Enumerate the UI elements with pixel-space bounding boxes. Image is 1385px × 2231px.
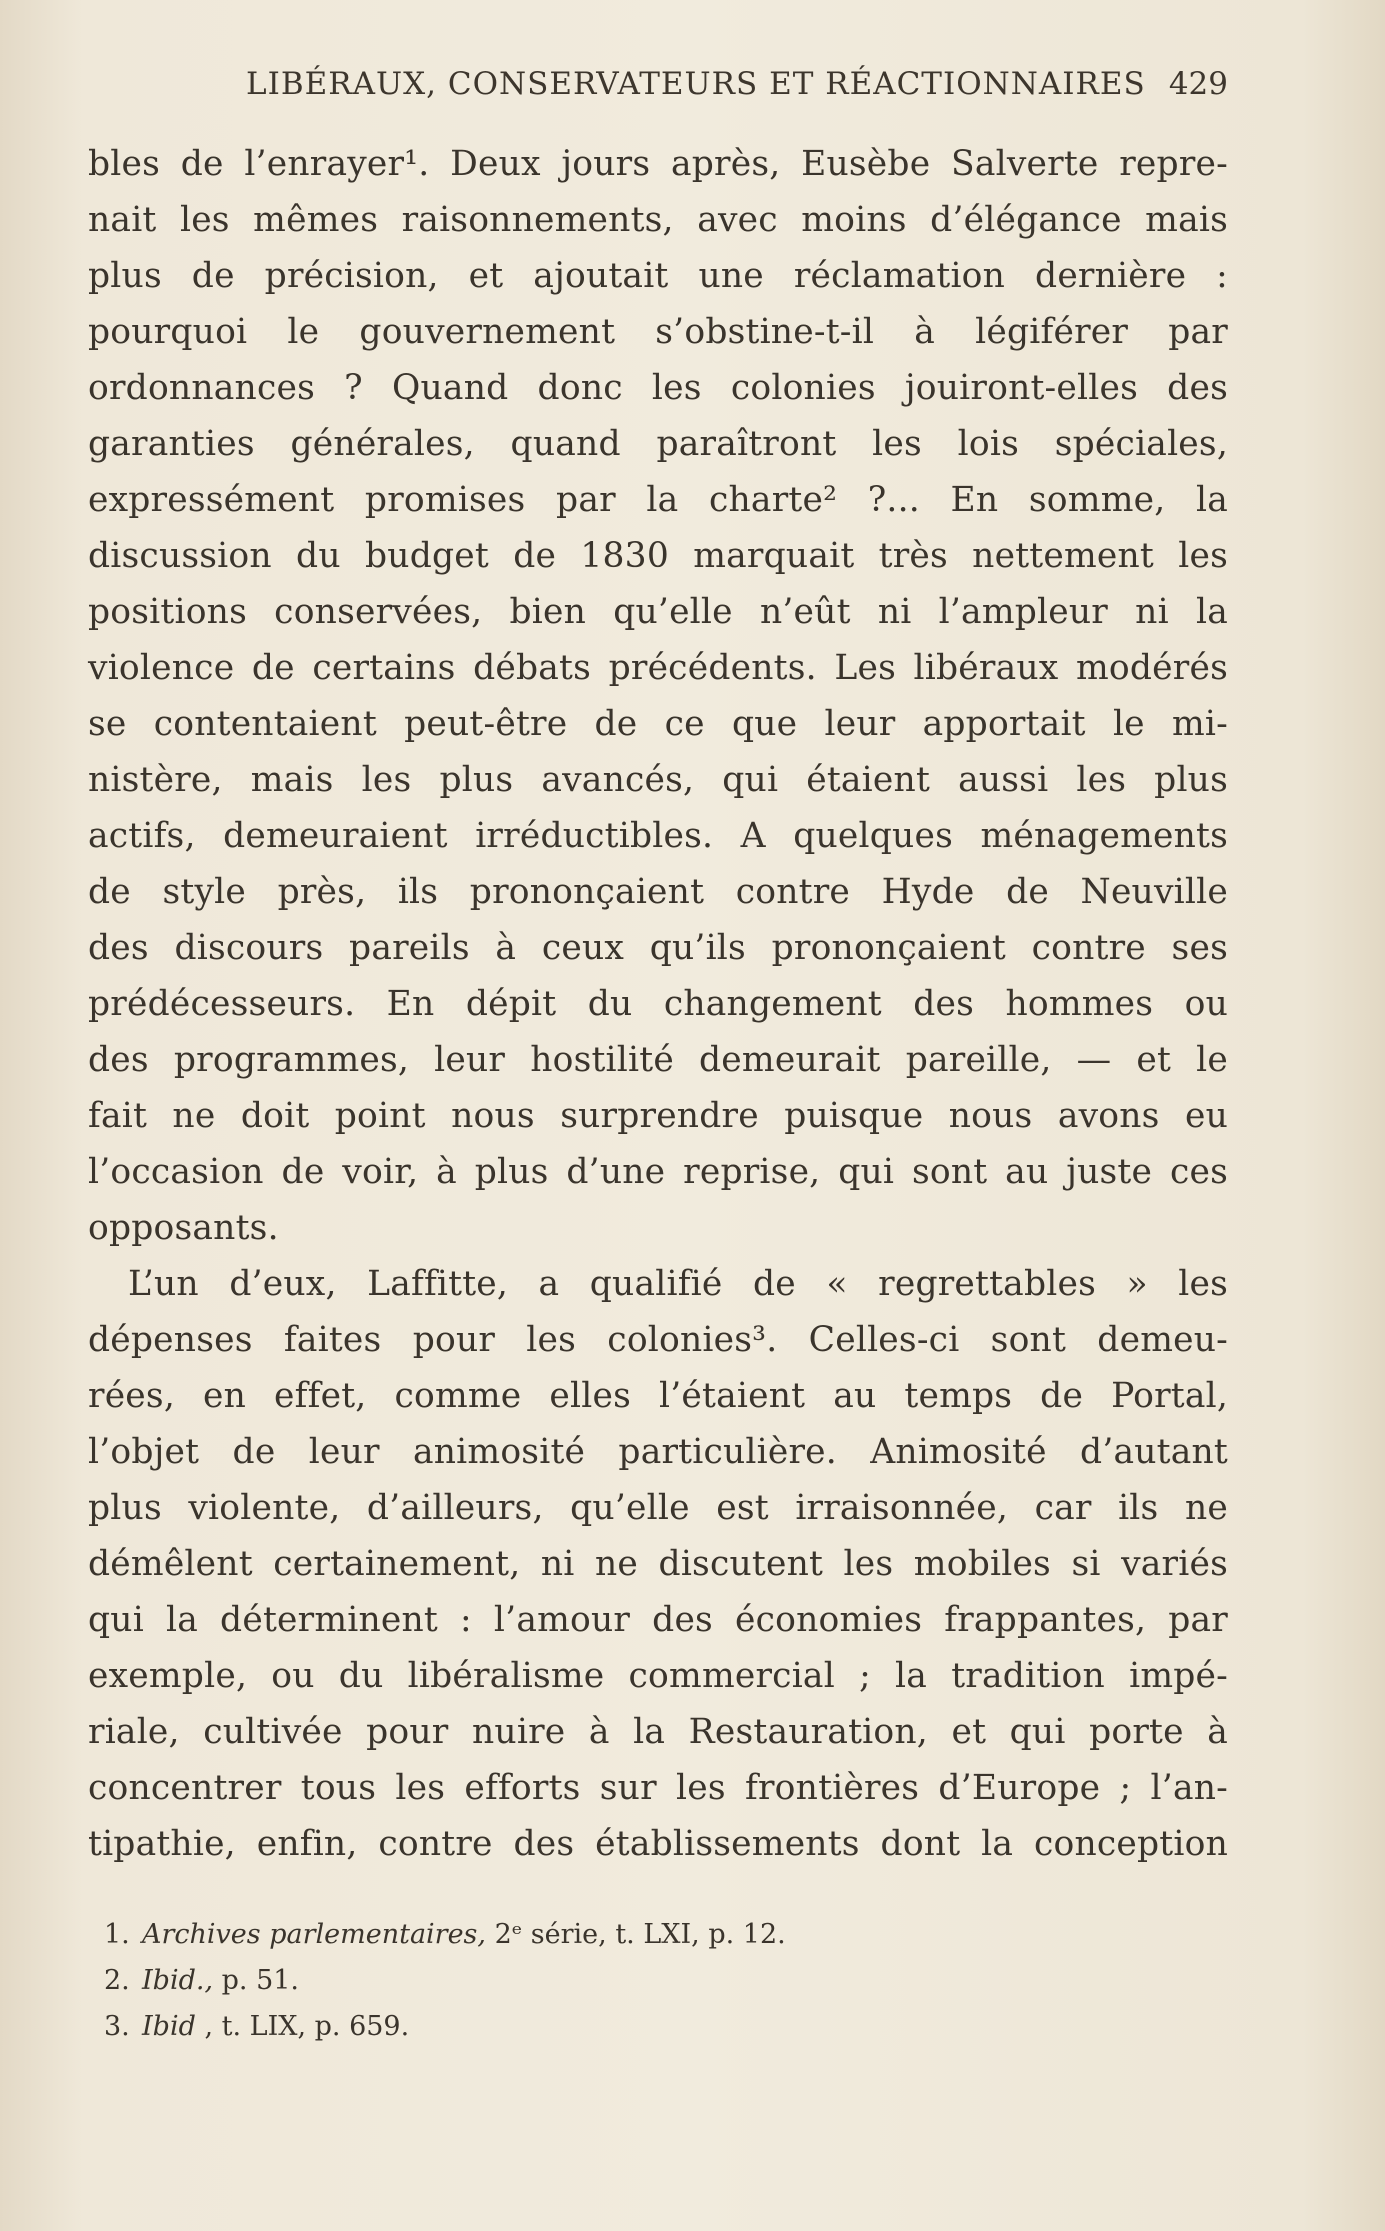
text-line: concentrer tous les efforts sur les frontières d’Europe ; l’an- — [88, 1768, 1228, 1808]
page-header — [88, 66, 1228, 110]
body-text — [88, 136, 1228, 1872]
text-line: l’occasion de voir, à plus d’une reprise, qui sont au juste ces — [88, 1152, 1228, 1192]
text-line: tipathie, enfin, contre des établissements dont la conception — [88, 1824, 1228, 1864]
text-line: exemple, ou du libéralisme commercial ; la tradition impé- — [88, 1656, 1228, 1696]
text-line: nait les mêmes raisonnements, avec moins d’élégance mais — [88, 200, 1228, 240]
footnote-source-title: Archives parlementaires, — [142, 1919, 486, 1950]
text-line: garanties générales, quand paraîtront les lois spéciales, — [88, 424, 1228, 464]
text-line: ordonnances ? Quand donc les colonies jouiront-elles des — [88, 368, 1228, 408]
footnote — [104, 1912, 1004, 1958]
footnote-number: 1. — [104, 1919, 130, 1950]
paragraph-end-line: opposants. — [88, 1208, 279, 1248]
footnote-number: 3. — [104, 2011, 130, 2042]
footnote-source-title: Ibid., — [142, 1965, 214, 1996]
paragraph-start-line: L’un d’eux, Laffitte, a qualifié de « regrettables » les — [128, 1264, 1228, 1304]
running-title: LIBÉRAUX, CONSERVATEURS ET RÉACTIONNAIRES — [246, 66, 1146, 102]
text-line: riale, cultivée pour nuire à la Restauration, et qui porte à — [88, 1712, 1228, 1752]
text-line: bles de l’enrayer¹. Deux jours après, Eusèbe Salverte repre- — [88, 144, 1228, 184]
text-line: démêlent certainement, ni ne discutent les mobiles si variés — [88, 1544, 1228, 1584]
footnote — [104, 2004, 1004, 2050]
text-line: plus violente, d’ailleurs, qu’elle est irraisonnée, car ils ne — [88, 1488, 1228, 1528]
footnote — [104, 1958, 1004, 2004]
footnote-number: 2. — [104, 1965, 130, 1996]
text-line: l’objet de leur animosité particulière. Animosité d’autant — [88, 1432, 1228, 1472]
text-line: qui la déterminent : l’amour des économies frappantes, par — [88, 1600, 1228, 1640]
text-line: prédécesseurs. En dépit du changement des hommes ou — [88, 984, 1228, 1024]
text-line: positions conservées, bien qu’elle n’eût ni l’ampleur ni la — [88, 592, 1228, 632]
footnotes — [104, 1912, 1004, 2050]
text-line: actifs, demeuraient irréductibles. A quelques ménagements — [88, 816, 1228, 856]
page-number: 429 — [1168, 66, 1228, 102]
text-line: des discours pareils à ceux qu’ils prononçaient contre ses — [88, 928, 1228, 968]
footnote-reference: 2ᵉ série, t. LXI, p. 12. — [486, 1919, 786, 1950]
text-line: violence de certains débats précédents. Les libéraux modérés — [88, 648, 1228, 688]
text-line: discussion du budget de 1830 marquait très nettement les — [88, 536, 1228, 576]
footnote-reference: , t. LIX, p. 659. — [195, 2011, 410, 2042]
text-line: plus de précision, et ajoutait une réclamation dernière : — [88, 256, 1228, 296]
text-line: des programmes, leur hostilité demeurait pareille, — et le — [88, 1040, 1228, 1080]
text-line: dépenses faites pour les colonies³. Celles-ci sont demeu- — [88, 1320, 1228, 1360]
text-line: nistère, mais les plus avancés, qui étaient aussi les plus — [88, 760, 1228, 800]
text-line: rées, en effet, comme elles l’étaient au temps de Portal, — [88, 1376, 1228, 1416]
footnote-source-title: Ibid — [142, 2011, 196, 2042]
text-line: de style près, ils prononçaient contre Hyde de Neuville — [88, 872, 1228, 912]
text-line: se contentaient peut-être de ce que leur apportait le mi- — [88, 704, 1228, 744]
text-line: expressément promises par la charte² ?... En somme, la — [88, 480, 1228, 520]
footnote-reference: p. 51. — [213, 1965, 300, 1996]
text-line: fait ne doit point nous surprendre puisque nous avons eu — [88, 1096, 1228, 1136]
text-line: pourquoi le gouvernement s’obstine-t-il à légiférer par — [88, 312, 1228, 352]
